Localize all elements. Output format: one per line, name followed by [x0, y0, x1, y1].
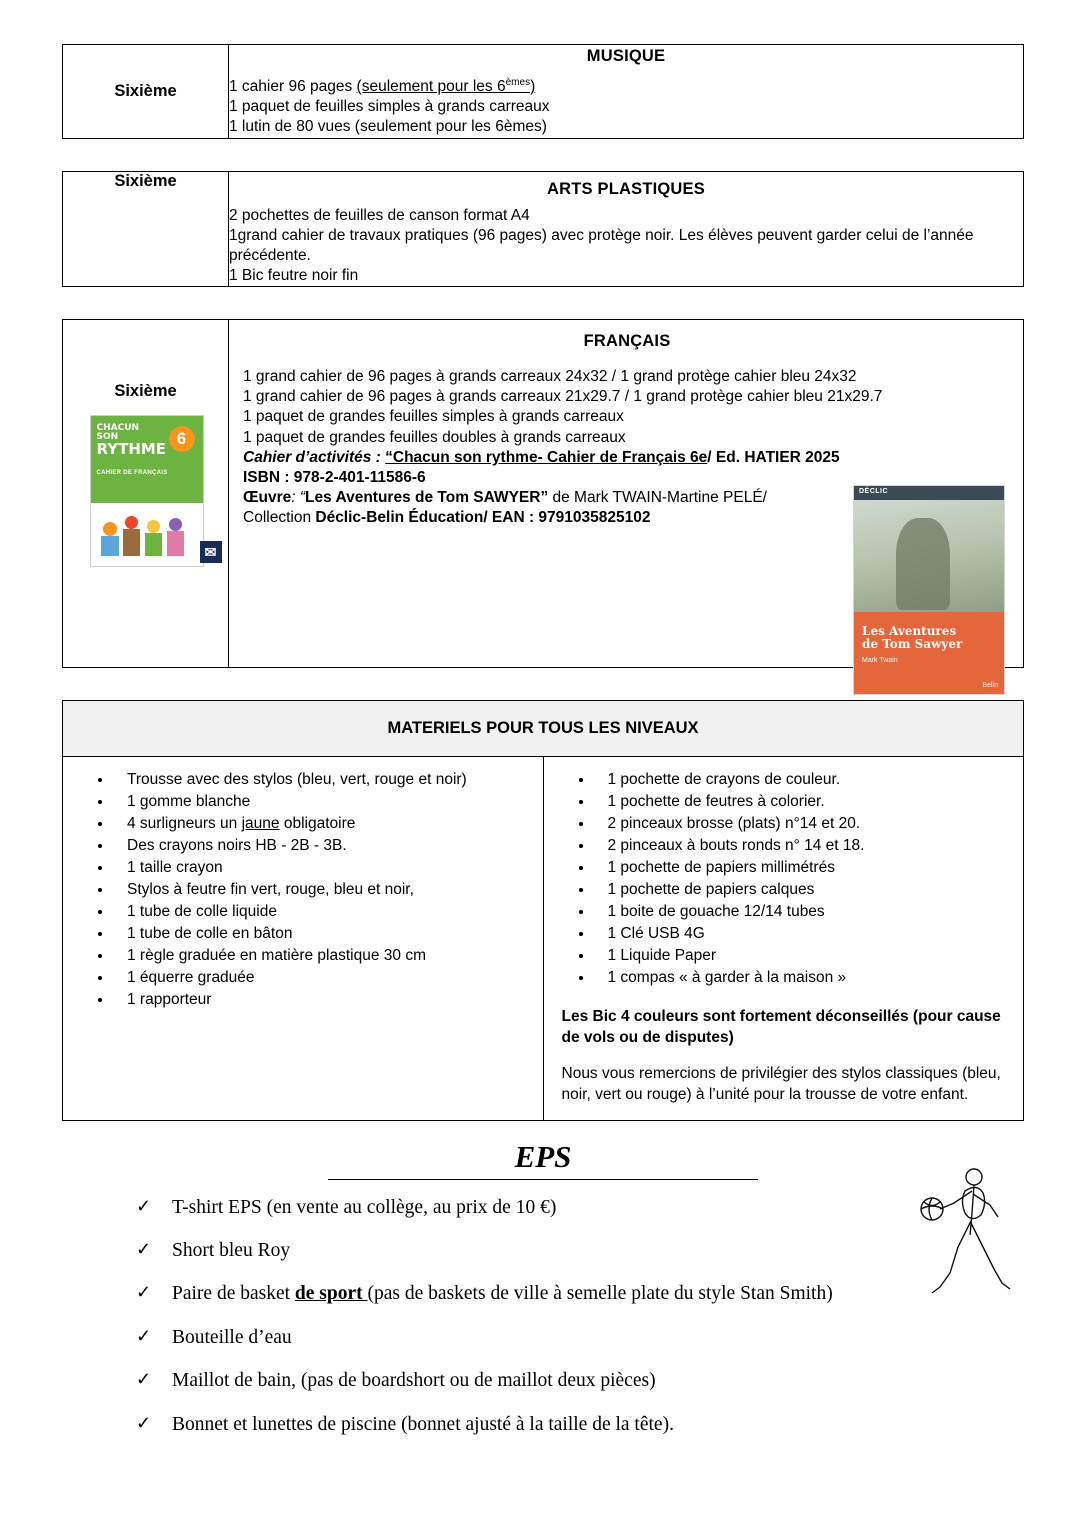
list-item: • 1 pochette de papiers calques	[594, 879, 1010, 901]
francais-isbn: ISBN : 978-2-401-11586-6	[243, 468, 426, 486]
arts-item-2: 1 Bic feutre noir fin	[229, 267, 359, 284]
list-item: • 1 taille crayon	[113, 857, 529, 879]
list-item: • 1 pochette de papiers millimétrés	[594, 857, 1010, 879]
list-item: • 2 pinceaux à bouts ronds n° 14 et 18.	[594, 835, 1010, 857]
materiels-left-column	[63, 757, 544, 1121]
francais-item-0: 1 grand cahier de 96 pages à grands carreaux 24x32 / 1 grand protège cahier bleu 24x32	[243, 368, 857, 386]
list-item: ✓ Paire de basket de sport (pas de baskets de ville à semelle plate du style Stan Smith)	[136, 1282, 833, 1305]
musique-title: MUSIQUE	[586, 47, 666, 65]
book-cover-author: Mark Twain	[862, 657, 898, 665]
francais-item-1: 1 grand cahier de 96 pages à grands carreaux 21x29.7 / 1 grand protège cahier bleu 21x29.7	[243, 388, 883, 406]
table-row	[63, 757, 1024, 1121]
materiels-right-list	[572, 769, 1010, 989]
francais-level-cell	[63, 320, 229, 668]
list-item: • Trousse avec des stylos (bleu, vert, rouge et noir)	[113, 769, 529, 791]
list-item: • 1 règle graduée en matière plastique 30 cm	[113, 945, 529, 967]
list-item: • Stylos à feutre fin vert, rouge, bleu et noir,	[113, 879, 529, 901]
materiels-left-list	[91, 769, 529, 1011]
chacun-son-rythme-cover	[90, 415, 217, 567]
book-cover-photo	[854, 500, 1004, 612]
francais-level: Sixième	[114, 382, 177, 401]
check-icon: ✓	[136, 1325, 152, 1346]
arts-title: ARTS PLASTIQUES	[547, 179, 705, 198]
tom-sawyer-cover	[853, 485, 1005, 695]
list-item: • 1 tube de colle en bâton	[113, 923, 529, 945]
book-cover-band: DÉCLIC	[854, 486, 1004, 500]
list-item: • 1 pochette de crayons de couleur.	[594, 769, 1010, 791]
materiels-table	[62, 700, 1024, 1121]
envelope-icon: ✉	[200, 541, 222, 563]
list-item: ✓ Bonnet et lunettes de piscine (bonnet ajusté à la taille de la tête).	[136, 1412, 674, 1435]
list-item: • 1 Liquide Paper	[594, 945, 1010, 967]
book-cover-illustration	[99, 508, 193, 560]
list-item: • 1 équerre graduée	[113, 967, 529, 989]
check-icon: ✓	[136, 1239, 152, 1260]
musique-level: Sixième	[63, 45, 229, 139]
book-cover-title: CHACUN SON RYTHME	[96, 423, 167, 459]
francais-content	[229, 320, 1024, 690]
list-item: • 4 surligneurs un jaune obligatoire	[113, 813, 529, 835]
book-cover-title: Les Aventures de Tom Sawyer	[862, 623, 963, 651]
table-row	[63, 45, 1024, 139]
eps-title: EPS	[514, 1138, 572, 1174]
check-icon: ✓	[136, 1369, 152, 1390]
book-cover-publisher: Belin	[982, 682, 998, 690]
musique-content	[229, 45, 1024, 139]
arts-content	[229, 171, 1024, 287]
table-row	[63, 701, 1024, 757]
book-cover-level-badge: 6	[169, 426, 195, 452]
materiels-note: Nous vous remercions de privilégier des stylos classiques (bleu, noir, vert ou rouge) à l’unité pour la trousse de votre enfant.	[561, 1064, 1001, 1104]
list-item: • 1 pochette de feutres à colorier.	[594, 791, 1010, 813]
table-row	[63, 171, 1024, 287]
check-icon: ✓	[136, 1282, 152, 1303]
list-item: • 1 rapporteur	[113, 989, 529, 1011]
list-item: • Des crayons noirs HB - 2B - 3B.	[113, 835, 529, 857]
eps-divider	[328, 1179, 758, 1180]
eps-list	[62, 1196, 1024, 1437]
materiels-right-column	[543, 757, 1024, 1121]
list-item: • 2 pinceaux brosse (plats) n°14 et 20.	[594, 813, 1010, 835]
francais-oeuvre: Œuvre: “Les Aventures de Tom SAWYER” de Mark TWAIN-Martine PELÉ/	[243, 488, 767, 506]
list-item: ✓ T-shirt EPS (en vente au collège, au prix de 10 €)	[136, 1195, 557, 1218]
arts-plastiques-table	[62, 171, 1024, 288]
list-item: • 1 boite de gouache 12/14 tubes	[594, 901, 1010, 923]
list-item: ✓ Bouteille d’eau	[136, 1325, 292, 1348]
francais-item-3: 1 paquet de grandes feuilles doubles à grands carreaux	[243, 428, 626, 446]
list-item: • 1 tube de colle liquide	[113, 901, 529, 923]
arts-level: Sixième	[63, 171, 229, 287]
table-row	[63, 320, 1024, 668]
materiels-title: MATERIELS POUR TOUS LES NIVEAUX	[63, 701, 1024, 757]
francais-cahier-activites: Cahier d’activités : “Chacun son rythme- Cahier de Français 6e/ Ed. HATIER 2025	[243, 448, 840, 466]
francais-table	[62, 319, 1024, 690]
book-cover-subtitle: CAHIER DE FRANÇAIS	[96, 470, 168, 477]
musique-item-2: 1 lutin de 80 vues (seulement pour les 6èmes)	[229, 118, 547, 136]
list-item: ✓ Maillot de bain, (pas de boardshort ou de maillot deux pièces)	[136, 1369, 656, 1392]
francais-item-2: 1 paquet de grandes feuilles simples à grands carreaux	[243, 408, 624, 426]
list-item: • 1 Clé USB 4G	[594, 923, 1010, 945]
arts-item-1: 1grand cahier de travaux pratiques (96 pages) avec protège noir. Les élèves peuvent garder celui de l’année précédente.	[229, 226, 974, 264]
musique-table	[62, 44, 1024, 139]
list-item: • 1 compas « à garder à la maison »	[594, 967, 1010, 989]
musique-item-1: 1 paquet de feuilles simples à grands carreaux	[229, 98, 550, 116]
musique-item-0: 1 cahier 96 pages (seulement pour les 6èmes)	[229, 77, 536, 96]
arts-item-0: 2 pochettes de feuilles de canson format A4	[229, 206, 530, 224]
list-item: • 1 gomme blanche	[113, 791, 529, 813]
francais-title: FRANÇAIS	[583, 332, 671, 351]
list-item: ✓ Short bleu Roy	[136, 1239, 291, 1262]
check-icon: ✓	[136, 1195, 152, 1216]
check-icon: ✓	[136, 1412, 152, 1433]
eps-section	[62, 1139, 1024, 1437]
materiels-warning-note: Les Bic 4 couleurs sont fortement déconseillés (pour cause de vols ou de disputes)	[561, 1008, 1001, 1047]
francais-collection: Collection Déclic-Belin Éducation/ EAN : 9791035825102	[243, 509, 651, 527]
